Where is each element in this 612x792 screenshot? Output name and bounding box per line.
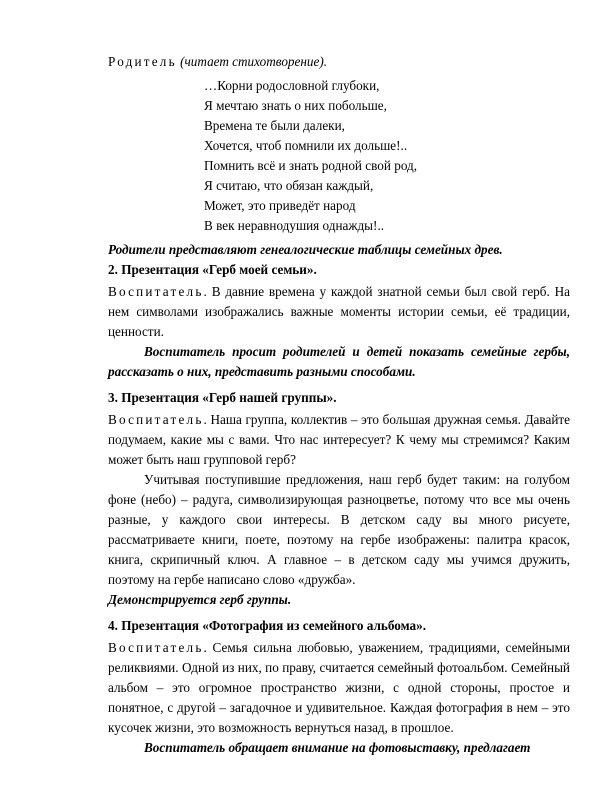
section-3-text-2: Учитывая поступившие предложения, наш герб будет таким: на голубом фоне (небо) – радуга, символизирующая разноцветье, потому что все мы очень разные, у каждого свои интересы. В детском саду вы много рисуете, рассматриваете книги, поете, поэтому на гербе изображены: палитра красок, книга, скрипичный ключ. А главное – в детском саду мы учимся дружить, поэтому на гербе написано слово «дружба». (108, 472, 570, 587)
poem-line: Хочется, чтоб помнили их дольше!.. (204, 138, 408, 153)
section-2-text (108, 282, 570, 342)
document-page (108, 52, 570, 758)
section-4-body: . Семья сильна любовью, уважением, традициями, семейными реликвиями. Одной из них, по праву, считается семейный фотоальбом. Семейный альбом – это огромное пространство жизни, с одной стороны, простое и понятное, с другой – загадочное и удивительное. Каждая фотография в нем – это кусочек жизни, это возможность вернуться назад, в прошлое. (108, 640, 570, 735)
note-genealogy: Родители представляют генеалогические таблицы семейных древ. (108, 242, 503, 257)
section-4-text (108, 638, 570, 738)
poem-line: Я считаю, что обязан каждый, (204, 178, 374, 193)
poem-line: Времена те были далеки, (204, 118, 345, 133)
poem (108, 76, 570, 236)
poem-line: В век неравнодушия однажды!.. (204, 218, 385, 233)
section-4-title: 4. Презентация «Фотография из семейного альбома». (108, 618, 427, 633)
section-3-body: . Наша группа, коллектив – это большая дружная семья. Давайте подумаем, какие мы с вами. Что нас интересует? К чему мы стремимся? Каким может быть наш групповой герб? (108, 412, 570, 467)
section-2-note: Воспитатель просит родителей и детей показать семейные гербы, рассказать о них, представить разными способами. (108, 344, 570, 379)
role-teacher: Воспитатель (108, 640, 204, 655)
intro-line (108, 52, 570, 72)
role-teacher: Воспитатель (108, 284, 204, 299)
section-2-title: 2. Презентация «Герб моей семьи». (108, 262, 317, 277)
poem-line: Я мечтаю знать о них побольше, (204, 98, 387, 113)
stage-direction: (читает стихотворение). (180, 54, 328, 69)
role-parent: Родитель (108, 54, 177, 69)
section-4-note: Воспитатель обращает внимание на фотовыставку, предлагает (144, 740, 531, 755)
section-2-body: . В давние времена у каждой знатной семьи был свой герб. На нем символами изображались важные моменты истории семьи, её традиции, ценности. (108, 284, 570, 339)
poem-line: …Корни родословной глубоки, (204, 78, 380, 93)
section-3-text (108, 410, 570, 470)
section-3-note: Демонстрируется герб группы. (108, 592, 292, 607)
role-teacher: Воспитатель (108, 412, 204, 427)
section-3-title: 3. Презентация «Герб нашей группы». (108, 390, 337, 405)
poem-line: Может, это приведёт народ (204, 198, 356, 213)
poem-line: Помнить всё и знать родной свой род, (204, 158, 418, 173)
